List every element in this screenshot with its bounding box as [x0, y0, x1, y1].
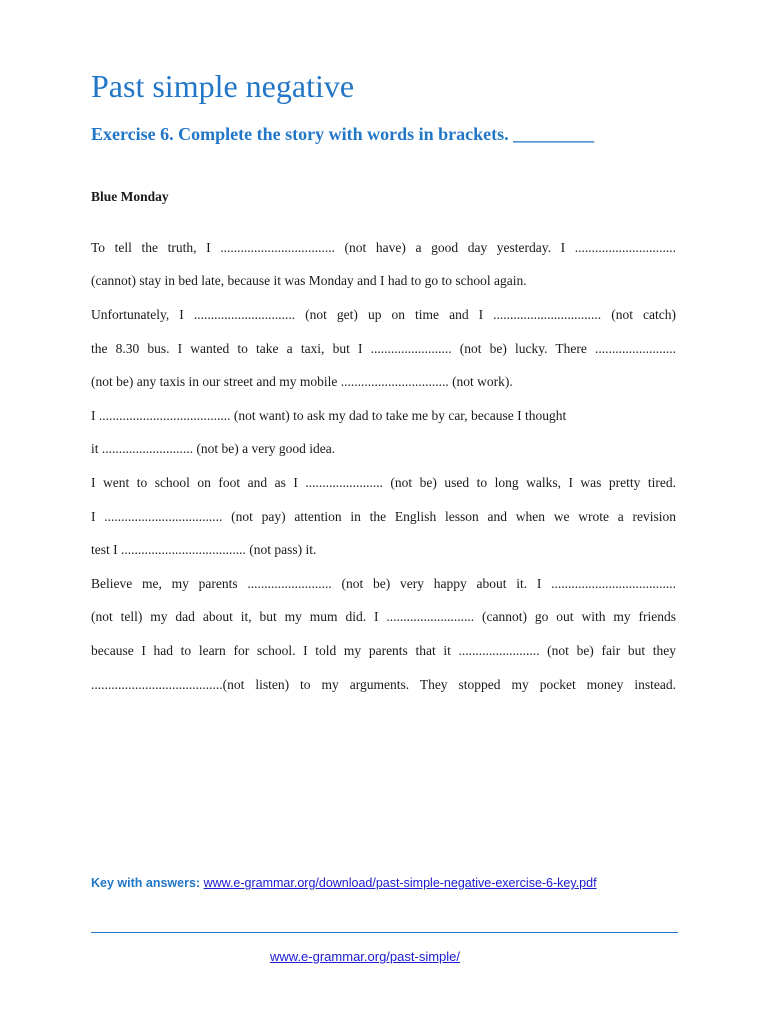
- footer-divider: [91, 932, 678, 933]
- story-line-4: the 8.30 bus. I wanted to take a taxi, but I ........................ (not be) lucky. There ........................: [91, 341, 676, 356]
- story-title: Blue Monday: [91, 189, 169, 204]
- story-line-3: Unfortunately, I .............................. (not get) up on time and I ................................ (not catch): [91, 307, 676, 322]
- exercise-instruction: Exercise 6. Complete the story with words in brackets. _________: [91, 124, 595, 144]
- story-line-12: (not tell) my dad about it, but my mum did. I .......................... (cannot) go out with my friends: [91, 609, 676, 624]
- answer-key: [91, 876, 597, 890]
- footer-link[interactable]: www.e-grammar.org/past-simple/: [270, 949, 460, 964]
- page-title: Past simple negative: [91, 68, 355, 104]
- story-line-13: because I had to learn for school. I told my parents that it ........................ (not be) fair but they: [91, 643, 676, 658]
- story-line-7: it ........................... (not be) a very good idea.: [91, 441, 336, 456]
- story-line-5: (not be) any taxis in our street and my mobile ................................ (not work).: [91, 374, 513, 389]
- story-line-1: To tell the truth, I .................................. (not have) a good day yesterday. I ..............................: [91, 240, 676, 255]
- answer-key-label: Key with answers:: [91, 876, 201, 890]
- story-line-9: I ................................... (not pay) attention in the English lesson and when we wrote a revision: [91, 509, 676, 524]
- answer-key-link[interactable]: www.e-grammar.org/download/past-simple-negative-exercise-6-key.pdf: [203, 876, 597, 890]
- story-line-6: I ....................................... (not want) to ask my dad to take me by car, because I thought: [91, 408, 567, 423]
- story-line-2: (cannot) stay in bed late, because it was Monday and I had to go to school again.: [91, 273, 527, 288]
- story-line-11: Believe me, my parents ......................... (not be) very happy about it. I .....................................: [91, 576, 676, 591]
- story-line-8: I went to school on foot and as I ....................... (not be) used to long walks, I was pretty tired.: [91, 475, 676, 490]
- story-line-10: test I ..................................... (not pass) it.: [91, 542, 317, 557]
- story-line-14: .......................................(not listen) to my arguments. They stopped my pocket money instead.: [91, 677, 676, 692]
